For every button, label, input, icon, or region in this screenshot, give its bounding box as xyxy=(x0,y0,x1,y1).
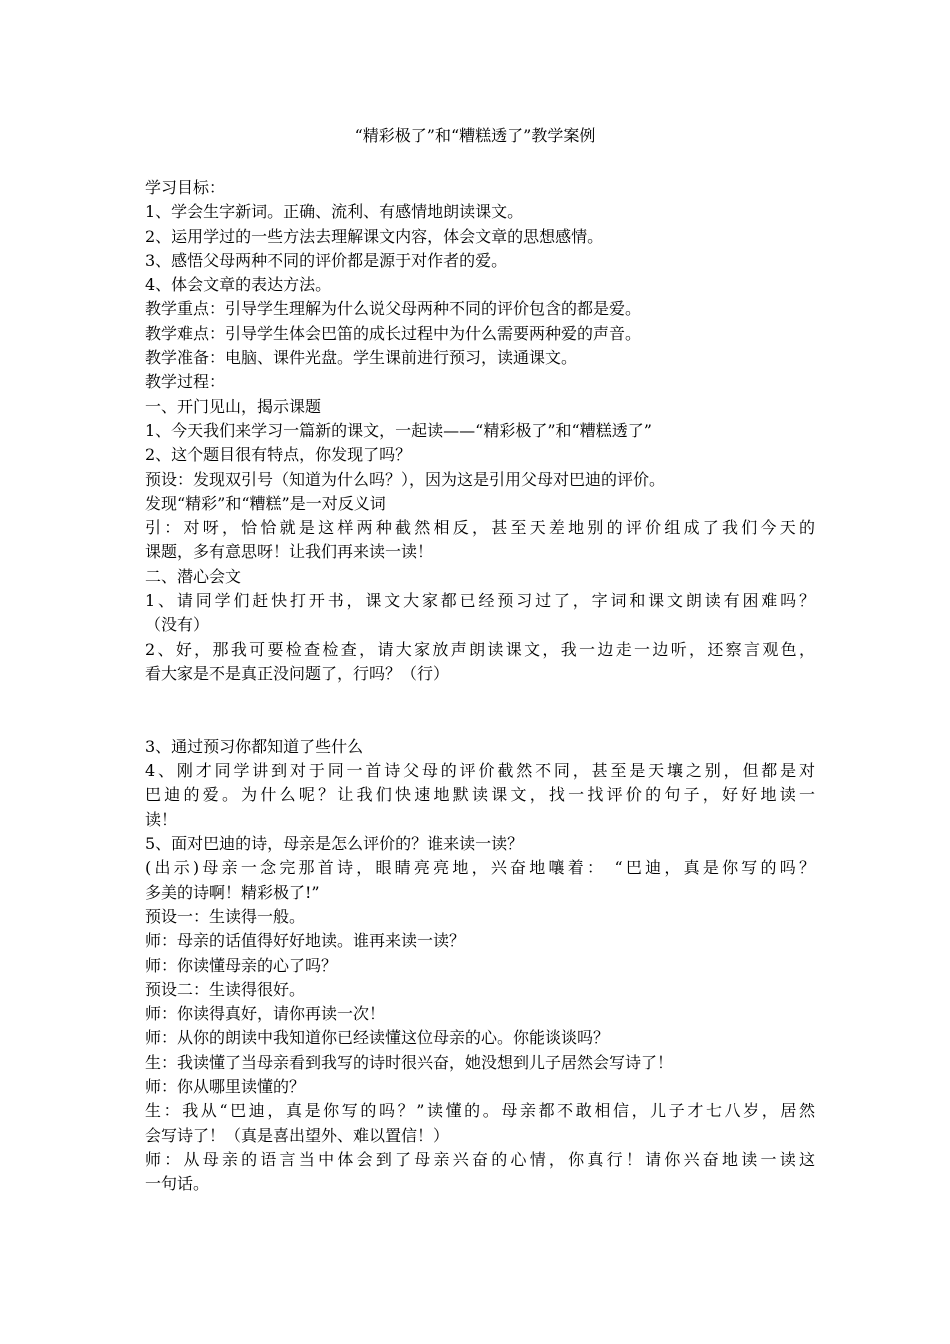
text-line: 教学准备：电脑、课件光盘。学生课前进行预习，读通课文。 xyxy=(145,348,578,368)
text-line: 1、请同学们赶快打开书，课文大家都已经预习过了，字词和课文朗读有困难吗？ xyxy=(145,591,815,611)
text-line: 师：你从哪里读懂的？ xyxy=(145,1076,306,1096)
text-line: 多美的诗啊！精彩极了!” xyxy=(145,882,320,902)
document-title: “精彩极了”和“糟糕透了”教学案例 xyxy=(354,126,596,145)
text-line: 学习目标： xyxy=(145,178,226,197)
text-line: 预设一：生读得一般。 xyxy=(145,906,306,926)
text-line: 师：母亲的话值得好好地读。谁再来读一读？ xyxy=(145,931,466,951)
text-line: 会写诗了！（真是喜出望外、难以置信！） xyxy=(145,1125,450,1145)
text-line: 4、刚才同学讲到对于同一首诗父母的评价截然不同，甚至是天壤之别，但都是对 xyxy=(145,761,815,781)
text-line: 看大家是不是真正没问题了，行吗？（行） xyxy=(145,663,450,683)
text-line: 发现“精彩”和“糟糕”是一对反义词 xyxy=(145,493,386,513)
text-line: 1、学会生字新词。正确、流利、有感情地朗读课文。 xyxy=(145,202,524,222)
text-line: （没有） xyxy=(145,615,210,635)
text-line: 引：对呀，恰恰就是这样两种截然相反，甚至天差地别的评价组成了我们今天的 xyxy=(145,518,815,538)
text-line: (出示)母亲一念完那首诗，眼睛亮亮地，兴奋地嚷着： “巴迪，真是你写的吗？ xyxy=(145,858,815,878)
blank-line xyxy=(145,686,815,735)
text-line: 师：从母亲的语言当中体会到了母亲兴奋的心情，你真行！请你兴奋地读一读这 xyxy=(145,1149,815,1169)
text-line: 预设：发现双引号（知道为什么吗？），因为这是引用父母对巴迪的评价。 xyxy=(145,469,666,489)
text-line: 3、通过预习你都知道了些什么 xyxy=(145,736,364,756)
text-line: 生：我从“巴迪，真是你写的吗？”读懂的。母亲都不敢相信，儿子才七八岁，居然 xyxy=(145,1101,815,1121)
text-line: 5、面对巴迪的诗，母亲是怎么评价的？谁来读一读？ xyxy=(145,834,524,854)
text-line: 师：你读得真好，请你再读一次！ xyxy=(145,1004,386,1024)
text-line: 生：我读懂了当母亲看到我写的诗时很兴奋，她没想到儿子居然会写诗了！ xyxy=(145,1052,674,1072)
text-line: 师：从你的朗读中我知道你已经读懂这位母亲的心。你能谈谈吗？ xyxy=(145,1028,610,1048)
text-line: 1、今天我们来学习一篇新的课文，一起读——“精彩极了”和“糟糕透了” xyxy=(145,420,652,440)
text-line: 教学难点：引导学生体会巴笛的成长过程中为什么需要两种爱的声音。 xyxy=(145,323,642,343)
text-line: 读！ xyxy=(145,809,178,829)
text-line: 师：你读懂母亲的心了吗？ xyxy=(145,955,338,975)
text-line: 3、感悟父母两种不同的评价都是源于对作者的爱。 xyxy=(145,250,508,270)
text-line: 2、运用学过的一些方法去理解课文内容，体会文章的思想感情。 xyxy=(145,226,604,246)
document-body xyxy=(145,176,815,1196)
text-line: 2、这个题目很有特点，你发现了吗？ xyxy=(145,445,412,465)
text-line: 巴迪的爱。为什么呢？让我们快速地默读课文，找一找评价的句子，好好地读一 xyxy=(145,785,815,805)
text-line: 预设二：生读得很好。 xyxy=(145,979,306,999)
section-heading: 二、潜心会文 xyxy=(145,566,242,586)
text-line: 一句话。 xyxy=(145,1174,210,1194)
text-line: 教学重点：引导学生理解为什么说父母两种不同的评价包含的都是爱。 xyxy=(145,299,642,319)
text-line: 2、好，那我可要检查检查，请大家放声朗读课文，我一边走一边听，还察言观色， xyxy=(145,639,815,659)
text-line: 4、体会文章的表达方法。 xyxy=(145,275,332,295)
section-heading: 一、开门见山，揭示课题 xyxy=(145,396,322,416)
text-line: 课题，多有意思呀！让我们再来读一读！ xyxy=(145,542,434,562)
text-line: 教学过程： xyxy=(145,372,226,392)
